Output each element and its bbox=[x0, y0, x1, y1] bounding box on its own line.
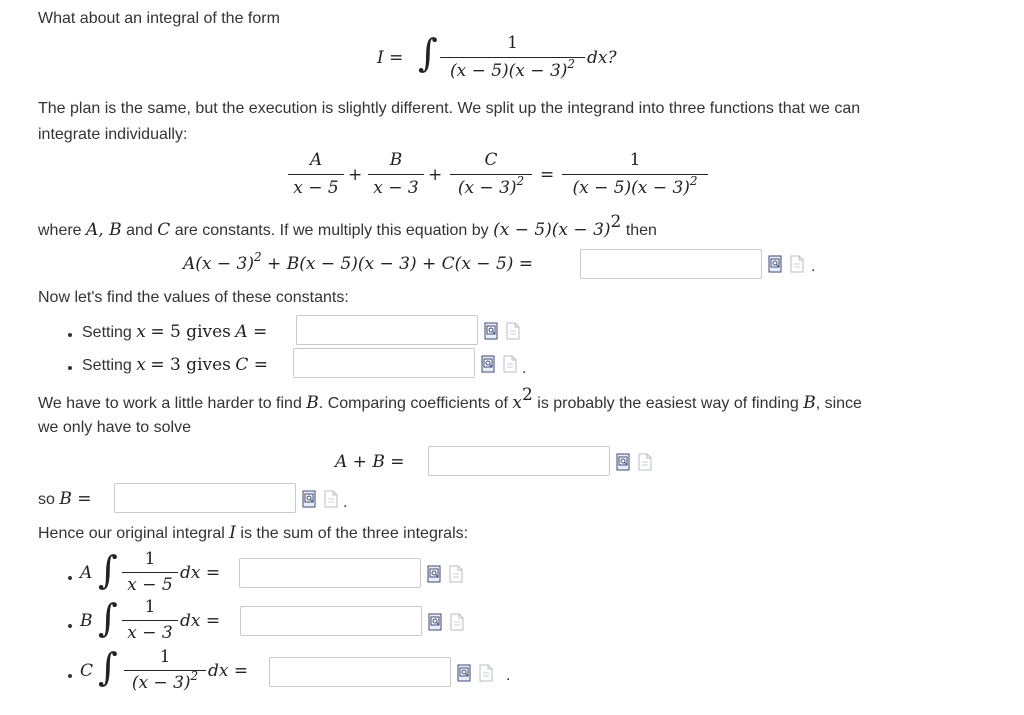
preview-icon[interactable] bbox=[428, 613, 442, 631]
integral-c-coef: C bbox=[80, 661, 94, 681]
preview-icon[interactable] bbox=[616, 453, 630, 471]
integral-fraction: 1 $(x - 5)(x - 3)^2$ bbox=[440, 33, 585, 81]
intro-text: What about an integral of the form bbox=[38, 10, 280, 27]
integral-c-dx: dx = bbox=[208, 661, 249, 681]
help-icon[interactable] bbox=[790, 255, 804, 273]
help-icon[interactable] bbox=[638, 453, 652, 471]
bullet bbox=[68, 576, 72, 580]
expanded-equation: $A(x - 3)^2 + B(x - 5)(x - 3) + C(x - 5)$ = bbox=[183, 250, 534, 274]
preview-icon[interactable] bbox=[768, 255, 782, 273]
setting-a-text: Setting x = 5 gives A = bbox=[82, 322, 268, 342]
harder-text-line2: we only have to solve bbox=[38, 419, 191, 436]
equals-sign: = bbox=[540, 165, 555, 185]
fraction-b: B x − 3 bbox=[368, 150, 424, 198]
integral-sign: ∫ bbox=[98, 645, 118, 689]
integral-b-fraction: 1 x − 3 bbox=[122, 597, 178, 643]
plan-text-line2: integrate individually: bbox=[38, 126, 188, 143]
setting-c-input[interactable] bbox=[293, 348, 475, 378]
integral-c-input[interactable] bbox=[269, 657, 451, 687]
integral-b-input[interactable] bbox=[240, 606, 422, 636]
where-text: where A, B and C are constants. If we multiply this equation by $(x - 5)(x - 3)^2$ then bbox=[38, 212, 657, 240]
help-icon[interactable] bbox=[479, 664, 493, 682]
bullet bbox=[68, 624, 72, 628]
period: . bbox=[522, 360, 527, 377]
integral-b-coef: B bbox=[80, 611, 93, 631]
preview-icon[interactable] bbox=[457, 664, 471, 682]
integral-sign: ∫ bbox=[418, 31, 438, 75]
integral-sign: ∫ bbox=[98, 548, 118, 592]
bullet bbox=[68, 333, 72, 337]
plus-sign: + bbox=[428, 165, 443, 185]
period: . bbox=[506, 667, 511, 684]
find-constants-text: Now let's find the values of these constants: bbox=[38, 289, 349, 306]
so-b-input[interactable] bbox=[114, 483, 296, 513]
integral-a-dx: dx = bbox=[180, 563, 221, 583]
plan-text-line1: The plan is the same, but the execution is slightly different. We split up the integrand into three functions that we can bbox=[38, 100, 861, 117]
harder-text-line1: We have to work a little harder to find B. Comparing coefficients of $x^2$ is probably the easiest way of finding B, since bbox=[38, 385, 862, 413]
expanded-answer-input[interactable] bbox=[580, 249, 762, 279]
help-icon[interactable] bbox=[324, 490, 338, 508]
integral-a-input[interactable] bbox=[239, 558, 421, 588]
preview-icon[interactable] bbox=[484, 322, 498, 340]
hence-text: Hence our original integral I is the sum of the three integrals: bbox=[38, 523, 469, 543]
plus-sign: + bbox=[348, 165, 363, 185]
integral-a-coef: A bbox=[80, 563, 93, 583]
integral-dx: dx? bbox=[587, 48, 617, 68]
integral-c-fraction: 1 $(x - 3)^2$ bbox=[124, 647, 206, 693]
bullet bbox=[68, 674, 72, 678]
fraction-c: C $(x - 3)^2$ bbox=[450, 150, 532, 198]
help-icon[interactable] bbox=[450, 613, 464, 631]
preview-icon[interactable] bbox=[481, 355, 495, 373]
preview-icon[interactable] bbox=[427, 565, 441, 583]
integral-lhs: I = bbox=[377, 48, 404, 68]
so-b-label: so B = bbox=[38, 489, 92, 509]
help-icon[interactable] bbox=[449, 565, 463, 583]
integral-b-dx: dx = bbox=[180, 611, 221, 631]
integral-sign: ∫ bbox=[98, 596, 118, 640]
setting-c-text: Setting x = 3 gives C = bbox=[82, 355, 268, 375]
bullet bbox=[68, 366, 72, 370]
period: . bbox=[343, 494, 348, 511]
help-icon[interactable] bbox=[503, 355, 517, 373]
period: . bbox=[811, 258, 816, 275]
integral-denominator: (x − 5)(x − 3) bbox=[449, 61, 568, 81]
a-plus-b-label: A + B = bbox=[335, 452, 405, 472]
a-plus-b-input[interactable] bbox=[428, 446, 610, 476]
preview-icon[interactable] bbox=[302, 490, 316, 508]
integral-a-fraction: 1 x − 5 bbox=[122, 549, 178, 595]
integral-numerator: 1 bbox=[507, 33, 518, 53]
setting-a-input[interactable] bbox=[296, 315, 478, 345]
help-icon[interactable] bbox=[506, 322, 520, 340]
fraction-rhs: 1 $(x - 5)(x - 3)^2$ bbox=[562, 150, 708, 198]
fraction-a: A x − 5 bbox=[288, 150, 344, 198]
